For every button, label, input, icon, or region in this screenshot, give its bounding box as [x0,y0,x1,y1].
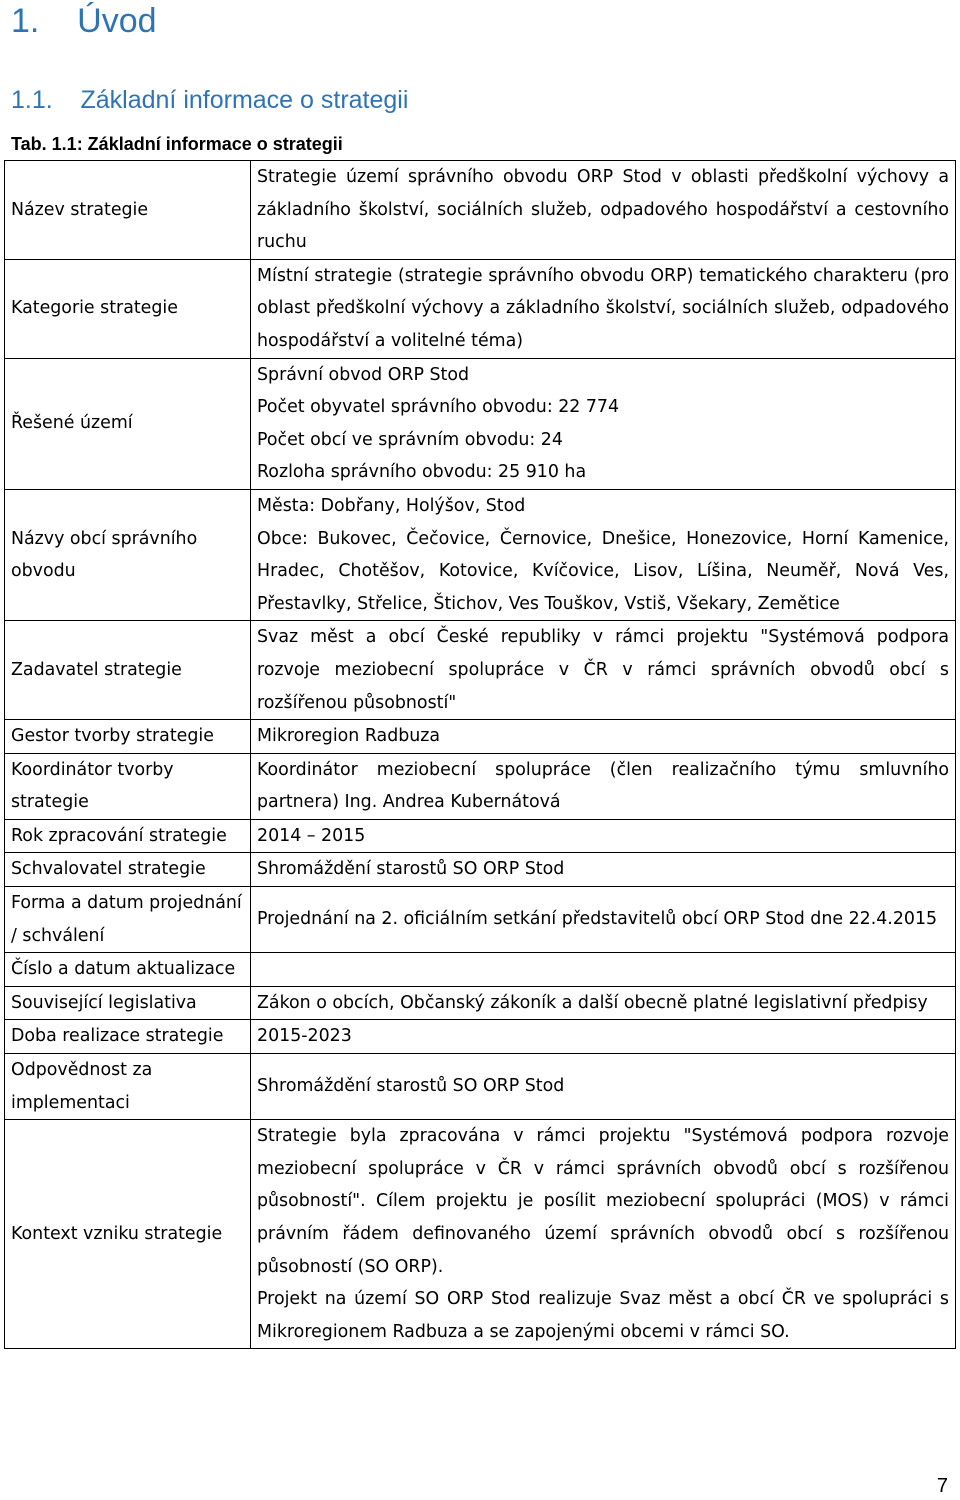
row-value-line: Shromáždění starostů SO ORP Stod [257,859,565,880]
row-label: Odpovědnost za implementaci [5,1054,251,1120]
table-row [5,1120,956,1349]
table-row [5,853,956,887]
row-value [251,1020,956,1054]
row-label: Číslo a datum aktualizace [5,953,251,987]
row-value [251,358,956,489]
table-row [5,1054,956,1120]
row-value-line: 2014 – 2015 [257,825,366,846]
row-value [251,853,956,887]
row-value-line: Obce: Bukovec, Čečovice, Černovice, Dnešice, Honezovice, Horní Kamenice, Hradec, Chotěšov, Kotovice, Kvíčovice, Lisov, Líšina, Neuměř, Nová Ves, Přestavlky, Střelice, Štichov, Ves Touškov, Vstiš, Všekary, Zemětice [257,528,949,614]
row-value-line: 2015-2023 [257,1026,352,1047]
row-value-line: Zákon o obcích, Občanský zákoník a další obecně platné legislativní předpisy [257,992,928,1013]
heading-2: 1.1. Základní informace o strategii [11,86,409,114]
table-row [5,953,956,987]
row-value [251,489,956,620]
row-value [251,1120,956,1349]
strategy-info-table [4,160,956,1349]
row-value-line [257,953,949,986]
row-value-line: Správní obvod ORP Stod [257,364,470,385]
row-value-line: Počet obcí ve správním obvodu: 24 [257,429,563,450]
row-value [251,986,956,1020]
row-label: Forma a datum projednání / schválení [5,887,251,953]
row-value [251,1054,956,1120]
row-label: Související legislativa [5,986,251,1020]
row-value-line: Shromáždění starostů SO ORP Stod [257,1076,565,1097]
row-label: Gestor tvorby strategie [5,720,251,754]
row-value-line: Strategie území správního obvodu ORP Stod v oblasti předškolní výchovy a základního školství, sociálních služeb, odpadového hospodářství a cestovního ruchu [257,167,949,253]
row-label: Schvalovatel strategie [5,853,251,887]
row-value [251,720,956,754]
row-value-line: Mikroregion Radbuza [257,726,441,747]
table-row [5,753,956,819]
row-label: Koordinátor tvorby strategie [5,753,251,819]
table-row [5,259,956,358]
row-label: Názvy obcí správního obvodu [5,489,251,620]
row-label: Rok zpracování strategie [5,819,251,853]
row-label: Doba realizace strategie [5,1020,251,1054]
row-value [251,753,956,819]
row-label: Zadavatel strategie [5,621,251,720]
row-label: Řešené území [5,358,251,489]
table-row [5,986,956,1020]
page-number: 7 [936,1475,948,1497]
row-value-line: Města: Dobřany, Holýšov, Stod [257,495,526,516]
table-row [5,161,956,260]
row-value [251,259,956,358]
table-caption: Tab. 1.1: Základní informace o strategii [11,134,343,154]
row-value [251,819,956,853]
table-row [5,1020,956,1054]
row-label: Název strategie [5,161,251,260]
table-row [5,887,956,953]
row-value-line: Svaz měst a obcí České republiky v rámci projektu "Systémová podpora rozvoje meziobecní spolupráce v ČR v rámci správních obvodů obcí s rozšířenou působností" [257,627,949,713]
table-row [5,489,956,620]
row-value [251,953,956,987]
heading-1: 1. Úvod [11,2,157,40]
row-value-line: Koordinátor meziobecní spolupráce (člen realizačního týmu smluvního partnera) Ing. Andrea Kubernátová [257,759,949,813]
table-row [5,621,956,720]
row-label: Kontext vzniku strategie [5,1120,251,1349]
row-value-line: Rozloha správního obvodu: 25 910 ha [257,462,587,483]
table-row [5,720,956,754]
row-value [251,161,956,260]
row-value-line: Projekt na území SO ORP Stod realizuje Svaz měst a obcí ČR ve spolupráci s Mikroregionem Radbuza a se zapojenými obcemi v rámci SO. [257,1289,949,1342]
row-value-line: Projednání na 2. oficiálním setkání představitelů obcí ORP Stod dne 22.4.2015 [257,909,938,930]
table-row [5,819,956,853]
table-row [5,358,956,489]
row-value [251,887,956,953]
row-value-line: Strategie byla zpracována v rámci projektu "Systémová podpora rozvoje meziobecní spolupráce v ČR v rámci správních obvodů obcí s rozšířenou působností". Cílem projektu je posílit meziobecní spolupráci (MOS) v rámci právním řádem definovaného území správních obvodů obcí s rozšířenou působností (SO ORP). [257,1126,949,1277]
row-value [251,621,956,720]
row-value-line: Místní strategie (strategie správního obvodu ORP) tematického charakteru (pro oblast předškolní výchovy a základního školství, sociálních služeb, odpadového hospodářství a volitelné téma) [257,265,949,351]
row-label: Kategorie strategie [5,259,251,358]
row-value-line: Počet obyvatel správního obvodu: 22 774 [257,397,620,418]
